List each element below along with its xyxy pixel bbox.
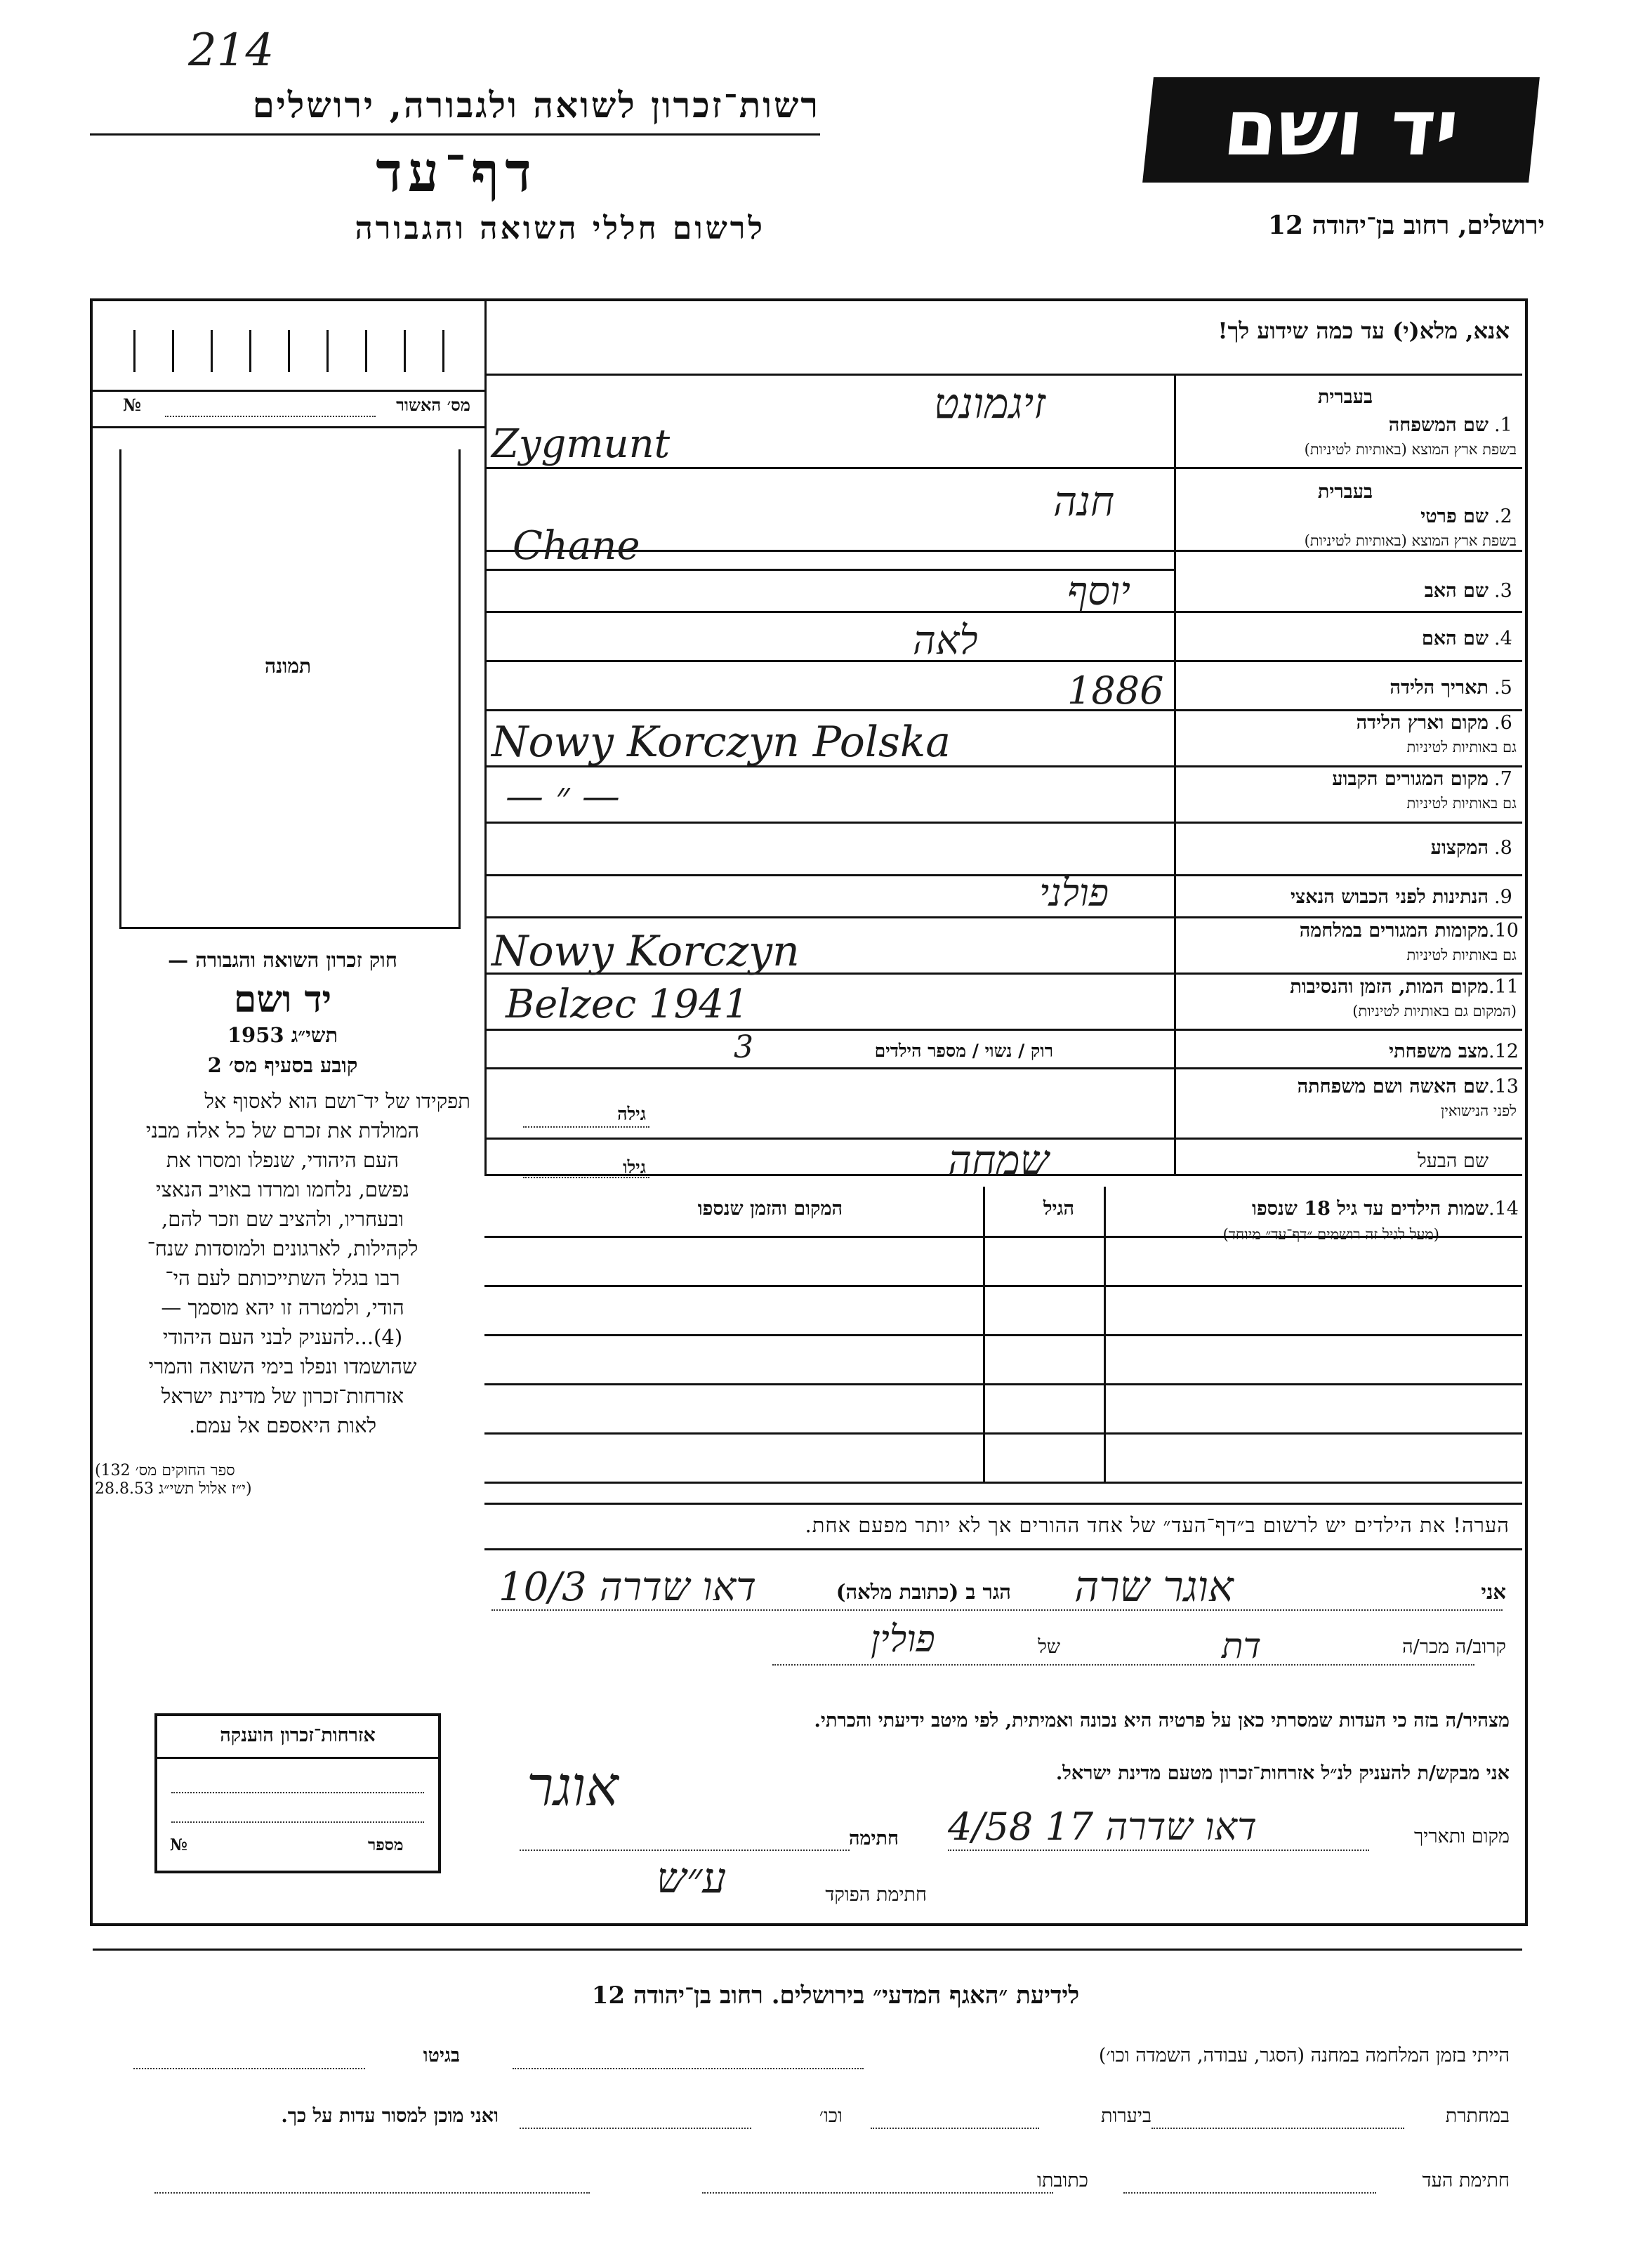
yad-vashem-logo (1142, 77, 1540, 183)
field-11-sub: (המקום גם באותיות לטיניות) (1352, 1003, 1517, 1020)
stamp-number-label: מספר (368, 1835, 404, 1854)
declarant-address-line (491, 1609, 1503, 1611)
field-1-num: 1. (1494, 414, 1512, 436)
witness-address-label: כתובתו (1037, 2170, 1088, 2191)
bottom-testimony: ואני מוכן למסור עדות על כך. (281, 2105, 499, 2127)
field-11-label: מקום המות, הזמן והנסיבות (1290, 976, 1489, 998)
place-date-line (948, 1850, 1369, 1851)
form-subtitle: לרשום חללי השואה והגבורה (355, 211, 765, 246)
field-12-options: רוק / נשוי / מספר הילדים (874, 1041, 1053, 1061)
children-row[interactable] (488, 1337, 1520, 1380)
law-source-2: י״ז אלול תשי״ג 28.8.53) (95, 1480, 252, 1498)
field-3-value[interactable]: יוסף (1067, 569, 1130, 614)
bottom-forests: ביערות (1100, 2105, 1151, 2127)
photo-label: תמונה (264, 654, 312, 678)
field-1-label: שם המשפחה (1388, 414, 1489, 436)
children-row[interactable] (488, 1435, 1520, 1479)
field-12-label: מצב משפחתי (1389, 1041, 1489, 1062)
husband-name[interactable]: שמחה (948, 1136, 1049, 1184)
law-line-3: העם היהודי, שנפלו ומסרו את (166, 1148, 400, 1172)
field-1-value-latin[interactable]: Zygmunt (491, 421, 671, 467)
page-number: 214 (188, 25, 275, 77)
declarant-ani: אני (1481, 1580, 1506, 1604)
request-text: אני מבקש/ת להעניק לנ״ל אזרחות־זכרון מטעם מדינת ישראל. (1055, 1762, 1510, 1784)
law-line-1: תפקידו של יד־ושם הוא לאסוף אל (204, 1089, 470, 1113)
bottom-line1: הייתי בזמן המלחמה במחנה (הסגר, עבודה, השמדה וכו׳) (1098, 2045, 1510, 2066)
field-2-label: שם פרטי (1420, 506, 1489, 527)
field-8-label: המקצוע (1430, 837, 1489, 859)
field-13-label: שם האשה ושם משפחתה (1297, 1076, 1489, 1097)
field-13-sub: לפני הנישואין (1441, 1102, 1517, 1119)
field-1-sub: בשפת ארץ המוצא (באותיות לטיניות) (1304, 441, 1517, 458)
of-label: של (1038, 1636, 1060, 1658)
field-4-num: 4. (1494, 628, 1512, 650)
field-3-num: 3. (1494, 580, 1512, 602)
children-num: 14. (1489, 1198, 1519, 1220)
bottom-forests-field (871, 2128, 1039, 2129)
field-12-children-count[interactable]: 3 (734, 1029, 753, 1065)
children-col-age: הגיל (1043, 1198, 1074, 1220)
field-13-num: 13. (1489, 1076, 1519, 1097)
field-9-num: 9. (1494, 886, 1512, 908)
place-date-label: מקום ותאריך (1414, 1826, 1510, 1847)
husband-age-label: גילו (623, 1157, 646, 1178)
signature-line (520, 1850, 850, 1851)
witness-extra-field (154, 2192, 590, 2194)
law-block (95, 948, 470, 1498)
law-line-10: שהושמדו ונפלו בימי השואה והמרי (148, 1354, 417, 1378)
law-clause: קובע בסעיף מס׳ 2 (207, 1053, 358, 1077)
field-10-num: 10. (1489, 920, 1519, 942)
citizenship-stamp-box (154, 1713, 441, 1873)
field-5-num: 5. (1494, 677, 1512, 699)
field-6-num: 6. (1494, 712, 1512, 734)
signature-label: חתימה (848, 1828, 899, 1850)
field-5-value[interactable]: 1886 (1067, 668, 1164, 713)
law-line-8: הודי, ולמטרה זו יהא מוסמך — (161, 1295, 404, 1319)
relation-line (772, 1664, 1474, 1666)
approval-number-line (165, 416, 376, 417)
field-7-value[interactable]: — ״ — (506, 774, 620, 818)
field-13-value: גילה (617, 1104, 646, 1124)
form-title: דף־עד (376, 140, 537, 204)
field-8-num: 8. (1494, 837, 1512, 859)
field-11-value[interactable]: Belzec 1941 (506, 982, 749, 1027)
bottom-ghetto-field (133, 2068, 365, 2069)
declarant-address[interactable]: דאו שדרה 10/3 (499, 1564, 757, 1610)
bottom-underground-field (1151, 2128, 1404, 2129)
law-line-7: רבו בגלל השתייכותם לעם הי־ (165, 1266, 400, 1290)
field-6-value[interactable]: Nowy Korczyn Polska (491, 718, 951, 767)
law-line-11: אזרחות־זכרון של מדינת ישראל (161, 1384, 404, 1408)
officer-label: חתימת הפוקד (825, 1884, 927, 1906)
children-sub: (מעל לגיל זה רושמים ״דף־עד״ מיוחד) (1222, 1226, 1439, 1243)
stamp-no-sign: № (170, 1835, 187, 1854)
field-7-sub: גם באותיות לטיניות (1406, 795, 1517, 812)
instruction: אנא, מלא(י) עד כמה שידוע לך! (1217, 317, 1510, 344)
law-source-1: (ספר החוקים מס׳ 132 (95, 1462, 235, 1479)
field-2-value-latin[interactable]: Chane (513, 523, 640, 569)
law-name: יד ושם (233, 978, 332, 1021)
field-12-num: 12. (1489, 1041, 1519, 1062)
field-5-label: תאריך הלידה (1390, 677, 1489, 699)
law-line-12: לאות היאספם אל עמם. (188, 1413, 377, 1437)
bottom-heading: לידיעת ״האגף המדעי״ בירושלים. רחוב בן־יהודה 12 (591, 1982, 1080, 2010)
law-line-5: ובעחריו, ולהציב שם וזכר להם, (161, 1207, 404, 1231)
husband-label: שם הבעל (1418, 1150, 1489, 1172)
field-13-line (523, 1126, 649, 1128)
field-4-value[interactable]: לאה (913, 618, 978, 664)
approval-no-sign: № (123, 395, 142, 415)
law-year: תשי״ג 1953 (227, 1023, 338, 1047)
field-2-sub: בשפת ארץ המוצא (באותיות לטיניות) (1304, 532, 1517, 549)
bottom-underground: במחתרת (1445, 2105, 1510, 2127)
field-2-lang: בעברית (1317, 481, 1373, 503)
note: הערה! את הילדים יש לרשום ב״דף־העד״ של אחד ההורים אך לא יותר מפעם אחת. (805, 1513, 1510, 1537)
field-2-value-hebrew[interactable]: חנה (1053, 477, 1115, 525)
children-col-place: המקום והזמן שנספו (697, 1198, 843, 1220)
approval-ticks (105, 330, 470, 372)
stamp-title: אזרחות־זכרון הוענקה (220, 1725, 376, 1746)
declaration-text: מצהיר/ה בזה כי העדות שמסרתי כאן על פרטיה היא נכונה ואמיתית, לפי מיטב ידיעתי והכרתי. (814, 1710, 1510, 1732)
bottom-etc: וכו׳ (819, 2105, 843, 2127)
bottom-etc-field (520, 2128, 751, 2129)
field-10-label: מקומות המגורים במלחמה (1299, 920, 1489, 942)
signature[interactable]: אוגר (527, 1755, 619, 1819)
authority-name: רשות־זכרון לשואה ולגבורה, ירושלים (252, 84, 820, 126)
field-7-num: 7. (1494, 768, 1512, 790)
officer-signature[interactable]: ע״ש (656, 1854, 727, 1903)
field-7-label: מקום המגורים הקבוע (1332, 768, 1489, 790)
law-line-2: המולדת את זכרם של כל אלה מבני (145, 1119, 420, 1142)
field-6-sub: גם באותיות לטיניות (1406, 739, 1517, 756)
field-6-label: מקום וארץ הלידה (1356, 712, 1489, 734)
field-11-num: 11. (1489, 976, 1519, 998)
field-10-value[interactable]: Nowy Korczyn (491, 927, 800, 976)
bottom-line1-field (513, 2068, 864, 2069)
logo-text: יד ושם (1220, 83, 1463, 173)
witness-signature-label: חתימת העד (1422, 2170, 1510, 2191)
field-4-label: שם האם (1421, 628, 1489, 650)
photo-box (119, 449, 461, 929)
field-1-value-hebrew[interactable]: זיגמונט (934, 379, 1045, 428)
relation-label: קרוב/ה מכר/ה (1402, 1636, 1506, 1658)
children-row[interactable] (488, 1386, 1520, 1430)
children-row[interactable] (488, 1239, 1520, 1282)
law-line-4: נפשם, נלחמו ומרדו באויב הנאצי (155, 1178, 410, 1201)
witness-signature-field (1123, 2192, 1376, 2194)
declarant-resides: הגר ב (כתובת מלאה) (836, 1580, 1011, 1604)
husband-line (523, 1177, 649, 1178)
children-label: שמות הילדים עד גיל 18 שנספו (1252, 1198, 1489, 1220)
law-line-6: לקהילות, לארגונים ולמוסדות שנח־ (147, 1237, 418, 1260)
approval-label: מס׳ האשור (396, 395, 470, 415)
of-value[interactable]: פולין (871, 1618, 935, 1661)
field-1-lang: בעברית (1317, 386, 1373, 408)
header-address: ירושלים, רחוב בן־יהודה 12 (1267, 211, 1545, 240)
law-line-9: (4)...להעניק לבני העם היהודי (162, 1325, 403, 1349)
relation-value[interactable]: דת (1222, 1626, 1262, 1666)
field-3-label: שם האב (1424, 580, 1489, 602)
declarant-name[interactable]: אוגר שרה (1074, 1562, 1234, 1611)
children-row[interactable] (488, 1288, 1520, 1331)
place-date-value[interactable]: דאו שדרה 17 4/58 (948, 1805, 1257, 1849)
law-title: חוק זכרון השואה והגבורה — (168, 948, 397, 972)
field-9-value[interactable]: פולני (1039, 871, 1109, 915)
witness-address-field (702, 2192, 1053, 2194)
field-9-label: הנתינות לפני הכבוש הנאצי (1290, 886, 1489, 908)
field-10-sub: גם באותיות לטיניות (1406, 947, 1517, 963)
field-2-num: 2. (1494, 506, 1512, 527)
bottom-ghetto: בגיטו (423, 2045, 460, 2066)
